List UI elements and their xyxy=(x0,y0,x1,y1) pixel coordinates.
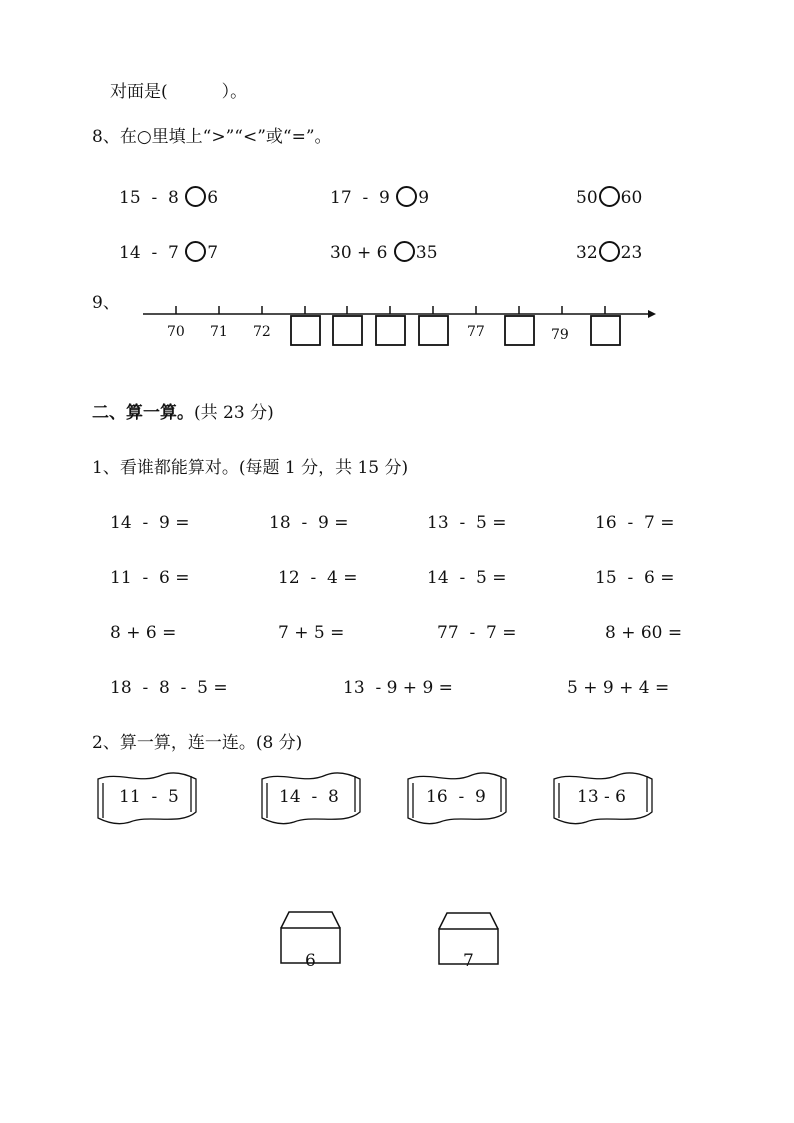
q9-label: 9、 xyxy=(92,293,120,313)
q8-left-expr: 32 xyxy=(576,243,598,263)
tick-label-71: 71 xyxy=(210,324,228,340)
card-expr-1[interactable]: 11 - 5 xyxy=(119,787,179,807)
q1-title: 1、看谁都能算对。(每题 1 分，共 15 分) xyxy=(92,458,409,478)
tick-label-79: 79 xyxy=(551,327,569,343)
q8-right-value: 6 xyxy=(207,188,219,208)
q8-right-value: 35 xyxy=(415,243,438,263)
card-expr-4[interactable]: 13 - 6 xyxy=(577,787,626,807)
equation-3-2[interactable]: 7 + 5 = xyxy=(278,623,345,643)
equation-2-1[interactable]: 11 - 6 = xyxy=(110,568,190,588)
equation-3-4[interactable]: 8 + 60 = xyxy=(605,623,683,643)
q8-title: 8、在○里填上“>”“<”或“=”。 xyxy=(92,127,332,147)
equation-1-1[interactable]: 14 - 9 = xyxy=(110,513,190,533)
q8-right-value: 9 xyxy=(418,188,430,208)
card-expr-3[interactable]: 16 - 9 xyxy=(426,787,486,807)
q8-right-value: 23 xyxy=(620,243,643,263)
q7-tail-text: 对面是( ）。 xyxy=(110,82,248,102)
q8-left-expr: 17 - 9 xyxy=(330,188,390,208)
q8-left-expr: 50 xyxy=(576,188,598,208)
equation-2-4[interactable]: 15 - 6 = xyxy=(595,568,675,588)
equation-4-3[interactable]: 5 + 9 + 4 = xyxy=(567,678,670,698)
equation-2-2[interactable]: 12 - 4 = xyxy=(278,568,358,588)
card-expr-2[interactable]: 14 - 8 xyxy=(279,787,339,807)
house-number-1[interactable]: 6 xyxy=(305,951,316,971)
equation-1-3[interactable]: 13 - 5 = xyxy=(427,513,507,533)
house-number-2[interactable]: 7 xyxy=(463,951,474,971)
equation-1-4[interactable]: 16 - 7 = xyxy=(595,513,675,533)
tick-label-70: 70 xyxy=(167,324,185,340)
q8-left-expr: 15 - 8 xyxy=(119,188,179,208)
equation-3-1[interactable]: 8 + 6 = xyxy=(110,623,177,643)
q8-right-value: 60 xyxy=(620,188,643,208)
tick-label-77: 77 xyxy=(467,324,485,340)
equation-4-1[interactable]: 18 - 8 - 5 = xyxy=(110,678,228,698)
equation-1-2[interactable]: 18 - 9 = xyxy=(269,513,349,533)
q8-left-expr: 30 + 6 xyxy=(330,243,388,263)
q2-title: 2、算一算，连一连。(8 分) xyxy=(92,733,303,753)
equation-2-3[interactable]: 14 - 5 = xyxy=(427,568,507,588)
section2-heading: 二、算一算。 xyxy=(92,403,194,423)
section2-points: (共 23 分) xyxy=(194,403,274,423)
q8-left-expr: 14 - 7 xyxy=(119,243,179,263)
tick-label-72: 72 xyxy=(253,324,271,340)
equation-3-3[interactable]: 77 - 7 = xyxy=(437,623,517,643)
q8-right-value: 7 xyxy=(207,243,219,263)
equation-4-2[interactable]: 13 - 9 + 9 = xyxy=(343,678,453,698)
